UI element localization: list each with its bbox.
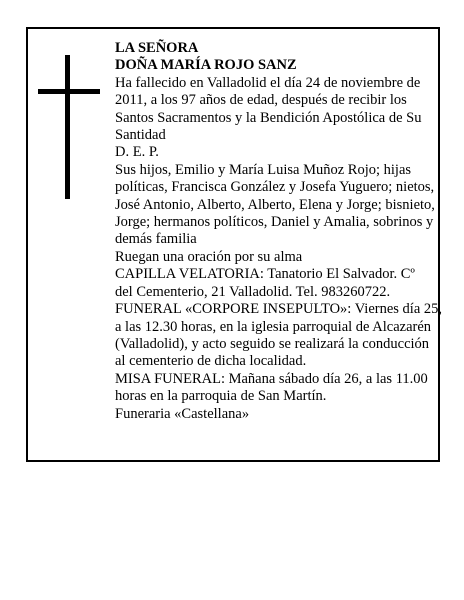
notice-mass-line: horas en la parroquia de San Martín. — [115, 388, 327, 405]
notice-body-line: Sus hijos, Emilio y María Luisa Muñoz Rojo; hijas — [115, 161, 412, 178]
notice-heading-name: DOÑA MARÍA ROJO SANZ — [115, 57, 297, 74]
notice-funeral-line: (Valladolid), y acto seguido se realizará la conducción — [115, 335, 430, 352]
cross-horizontal-bar — [38, 89, 100, 94]
notice-funeral-line: al cementerio de dicha localidad. — [115, 353, 307, 370]
obituary-notice — [26, 27, 443, 462]
notice-body-line: Santidad — [115, 127, 166, 144]
notice-body-line: Santos Sacramentos y la Bendición Apostólica de Su — [115, 109, 422, 126]
notice-body-line: Ha fallecido en Valladolid el día 24 de noviembre de — [115, 74, 421, 91]
notice-body-line: Jorge; hermanos políticos, Daniel y Amalia, sobrinos y — [115, 214, 434, 231]
notice-mass-line: MISA FUNERAL: Mañana sábado día 26, a las 11.00 — [115, 370, 428, 387]
notice-chapel-line: CAPILLA VELATORIA: Tanatorio El Salvador. Cº — [115, 266, 415, 283]
notice-dep: D. E. P. — [115, 144, 159, 161]
notice-body-line: Ruegan una oración por su alma — [115, 248, 303, 265]
notice-text — [115, 40, 443, 423]
notice-body-line: políticas, Francisca González y Josefa Yuguero; nietos, — [115, 179, 435, 196]
notice-chapel-line: del Cementerio, 21 Valladolid. Tel. 983260722. — [115, 283, 391, 300]
cross-vertical-bar — [65, 55, 70, 199]
notice-funeral-line: a las 12.30 horas, en la iglesia parroquial de Alcazarén — [115, 318, 432, 335]
notice-funeral-line: FUNERAL «CORPORE INSEPULTO»: Viernes día 25, — [115, 301, 443, 318]
notice-funeral-home: Funeraria «Castellana» — [115, 405, 250, 422]
notice-body-line: José Antonio, Alberto, Alberto, Elena y Jorge; bisnieto, — [115, 196, 435, 213]
notice-body-line: demás familia — [115, 231, 197, 248]
notice-body-line: 2011, a los 97 años de edad, después de recibir los — [115, 92, 407, 109]
notice-heading-title: LA SEÑORA — [115, 40, 199, 56]
latin-cross-icon — [38, 55, 100, 199]
